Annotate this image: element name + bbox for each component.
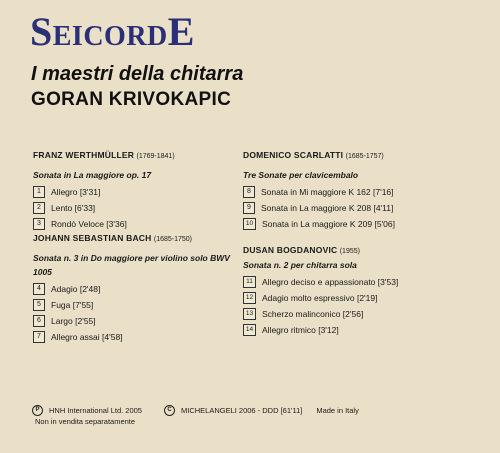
track-title: Allegro deciso e appassionato [3'53] <box>262 277 399 287</box>
track-title: Scherzo malinconico [2'56] <box>262 309 364 319</box>
copyright-text: MICHELANGELI 2006 - DDD [61'11] <box>180 406 303 415</box>
composer-heading <box>33 149 253 163</box>
work-title: Sonata n. 3 in Do maggiore per violino solo BWV 1005 <box>33 253 230 277</box>
track-item <box>243 290 483 306</box>
track-item <box>243 306 483 322</box>
track-title: Allegro assai [4'58] <box>51 332 123 342</box>
brand-final: E <box>167 9 195 54</box>
composer-dates: (1685-1757) <box>345 153 384 160</box>
composer-dates: (1685-1750) <box>153 236 193 243</box>
track-title: Sonata in La maggiore K 208 [4'11] <box>261 203 394 213</box>
section-scarlatti <box>243 149 483 232</box>
track-number: 5 <box>33 299 45 311</box>
composer-dates: (1769-1841) <box>136 153 175 160</box>
track-list <box>243 274 483 338</box>
track-number: 3 <box>33 218 45 230</box>
track-item <box>33 297 233 313</box>
copyright-icon: C <box>164 405 175 416</box>
track-number: 10 <box>243 218 256 230</box>
composer-name: JOHANN SEBASTIAN BACH <box>33 233 152 243</box>
track-list <box>33 184 253 232</box>
resale-note: Non in vendita separatamente <box>35 417 136 426</box>
composer-name: FRANZ WERTHMÜLLER <box>33 150 135 160</box>
track-item <box>243 274 483 290</box>
track-item <box>33 313 233 329</box>
track-list <box>243 184 483 232</box>
composer-heading <box>33 232 233 246</box>
track-number: 11 <box>243 276 256 288</box>
footer-credits <box>32 405 492 427</box>
track-item <box>243 216 483 232</box>
brand-middle: EICORD <box>52 21 168 52</box>
section-bach <box>33 232 233 345</box>
track-item <box>243 200 483 216</box>
track-item <box>33 184 253 200</box>
track-title: Fuga [7'55] <box>51 300 94 310</box>
composer-heading <box>243 244 483 258</box>
track-title: Sonata in La maggiore K 209 [5'06] <box>262 219 395 229</box>
work-title: Tre Sonate per clavicembalo <box>243 170 359 180</box>
work-title: Sonata in La maggiore op. 17 <box>33 170 152 180</box>
track-number: 4 <box>33 283 45 295</box>
track-number: 9 <box>243 202 255 214</box>
track-number: 1 <box>33 186 45 198</box>
track-item <box>33 281 233 297</box>
track-number: 12 <box>243 292 256 304</box>
composer-heading <box>243 149 483 163</box>
track-item <box>33 329 233 345</box>
track-title: Lento [6'33] <box>51 203 96 213</box>
brand-logo <box>30 9 195 57</box>
track-number: 14 <box>243 324 256 336</box>
track-number: 2 <box>33 202 45 214</box>
track-title: Allegro ritmico [3'12] <box>262 325 339 335</box>
footer-row <box>32 405 492 416</box>
phonogram-text: HNH International Ltd. 2005 <box>49 406 142 415</box>
track-number: 13 <box>243 308 256 320</box>
track-title: Adagio [2'48] <box>51 284 101 294</box>
track-number: 8 <box>243 186 255 198</box>
composer-dates: (1955) <box>339 248 360 255</box>
section-bogdanovic <box>243 244 483 338</box>
track-title: Largo [2'55] <box>51 316 96 326</box>
track-title: Sonata in Mi maggiore K 162 [7'16] <box>261 187 394 197</box>
track-item <box>33 200 253 216</box>
composer-name: DOMENICO SCARLATTI <box>243 150 344 160</box>
section-werthmuller <box>33 149 253 232</box>
track-item <box>243 322 483 338</box>
track-title: Adagio molto espressivo [2'19] <box>262 293 378 303</box>
track-number: 7 <box>33 331 45 343</box>
track-item <box>33 216 253 232</box>
track-number: 6 <box>33 315 45 327</box>
artist-name: GORAN KRIVOKAPIC <box>31 89 232 110</box>
brand-initial: S <box>30 9 53 54</box>
origin-text: Made in Italy <box>316 406 359 415</box>
phonogram-icon: P <box>32 405 43 416</box>
track-item <box>243 184 483 200</box>
track-title: Rondò Veloce [3'36] <box>51 219 127 229</box>
work-title: Sonata n. 2 per chitarra sola <box>243 260 357 270</box>
series-title: I maestri della chitarra <box>31 63 244 85</box>
track-title: Allegro [3'31] <box>51 187 101 197</box>
track-list <box>33 281 233 345</box>
composer-name: DUSAN BOGDANOVIC <box>243 245 338 255</box>
